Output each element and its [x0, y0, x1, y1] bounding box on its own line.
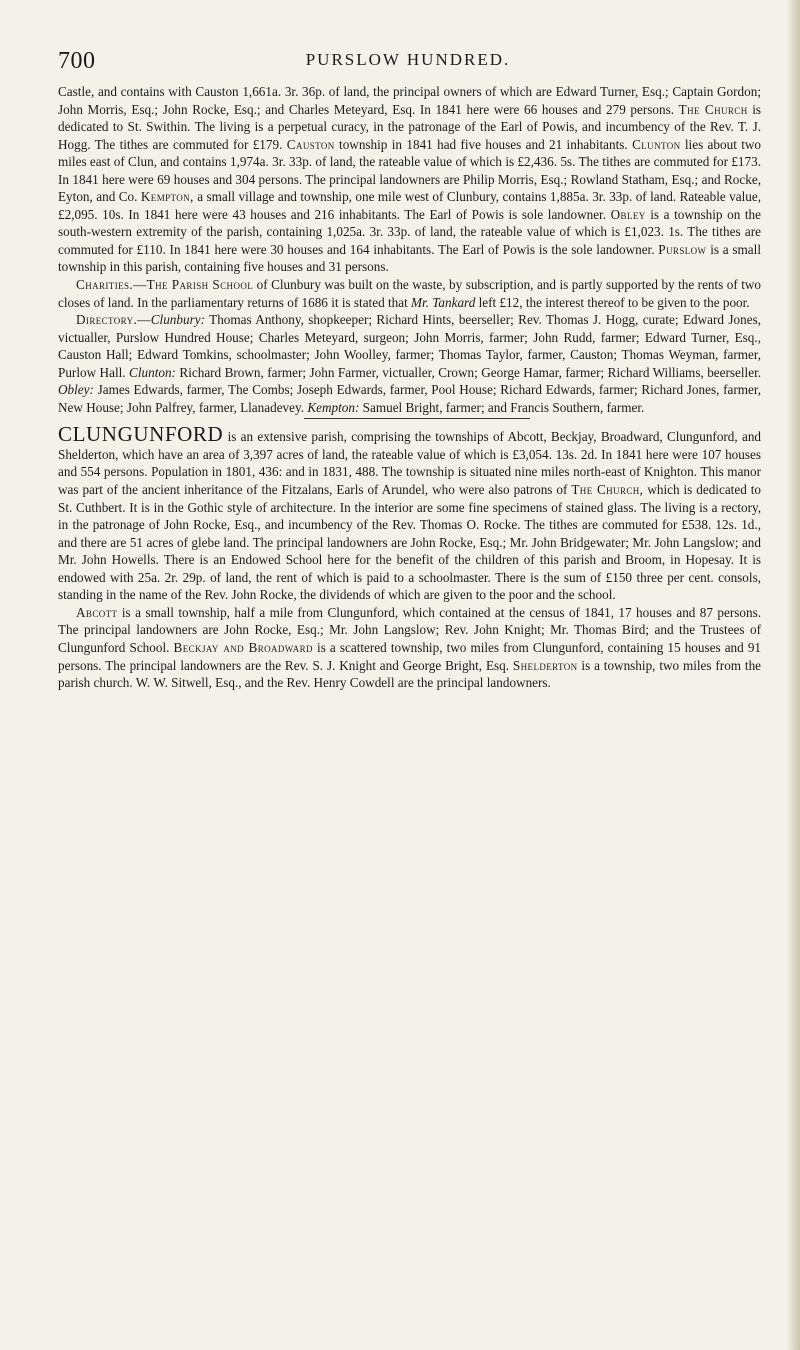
paragraph-clunbury-townships: Castle, and contains with Causton 1,661a. 3r. 36p. of land, the principal owners of which are Edward Turner, Esq.; Captain Gordon; John Morris, Esq.; John Rocke, Esq.; and Charles Meteyard, Esq. In 1841 here were 66 houses and 279 persons. The Church is dedicated to St. Swithin. The living is a perpetual curacy, in the patronage of the Earl of Powis, and incumbency of the Rev. T. J. Hogg. The tithes are commuted for £179. Causton township in 1841 had five houses and 21 inhabitants. Clunton lies about two miles east of Clun, and contains 1,974a. 3r. 33p. of land, the rateable value of which is £2,436. 5s. The tithes are commuted for £173. In 1841 here were 69 houses and 304 persons. The principal landowners are Philip Morris, Esq.; Rowland Statham, Esq.; and Rocke, Eyton, and Co. Kempton, a small village and township, one mile west of Clunbury, contains 1,885a. 3r. 33p. of land. Rateable value, £2,095. 10s. In 1841 here were 43 houses and 216 inhabitants. The Earl of Powis is sole landowner. Obley is a township on the south-western extremity of the parish, containing 1,025a. 3r. 33p. of land, the rateable value of which is £1,023. 1s. The tithes are commuted for £110. In 1841 here were 30 houses and 164 inhabitants. The Earl of Powis is the sole landowner. Purslow is a small township in this parish, containing five houses and 31 persons. — [58, 84, 762, 275]
paragraph-directory: Directory.—Clunbury: Thomas Anthony, shopkeeper; Richard Hints, beerseller; Rev. Thomas J. Hogg, curate; Edward Jones, victualler, Purslow Hundred House; Charles Meteyard, surgeon; John Morris, farmer; John Rudd, farmer; Edward Turner, Esq., Causton Hall; Edward Tomkins, schoolmaster; John Woolley, farmer; Thomas Taylor, farmer, Causton; Thomas Weyman, farmer, Purlow Hall. Clunton: Richard Brown, farmer; John Farmer, victualler, Crown; George Hamar, farmer; Richard Williams, beerseller. Obley: James Edwards, farmer, The Combs; Joseph Edwards, farmer, Pool House; Richard Edwards, farmer; Richard Jones, farmer, New House; John Palfrey, farmer, Llanadevey. Kempton: Samuel Bright, farmer; and Francis Southern, farmer. — [58, 312, 762, 415]
running-head: PURSLOW HUNDRED. — [305, 50, 511, 69]
body-text — [58, 83, 761, 692]
paragraph-clungunford: CLUNGUNFORD is an extensive parish, comprising the townships of Abcott, Beckjay, Broadward, Clungunford, and Shelderton, which have an area of 3,397 acres of land, the rateable value of which is £3,054. 13s. 2d. In 1841 here were 107 houses and 554 persons. Population in 1801, 436: and in 1831, 488. The township is situated nine miles north-east of Knighton. This manor was part of the ancient inheritance of the Fitzalans, Earls of Arundel, who were also patrons of The Church, which is dedicated to St. Cuthbert. It is in the Gothic style of architecture. In the interior are some fine specimens of stained glass. The living is a rectory, in the patronage of John Rocke, Esq., and incumbency of the Rev. Thomas O. Rocke. The tithes are commuted for £538. 12s. 1d., and there are 51 acres of glebe land. The principal landowners are John Rocke, Esq.; Mr. John Bridgewater; Mr. John Langslow; and Mr. John Howells. There is an Endowed School here for the benefit of the children of this parish and Broom, in Hopesay. It is endowed with 25a. 2r. 29p. of land, the rent of which is paid to a schoolmaster. There is the sum of £150 three per cent. consols, standing in the name of the Rev. John Rocke, the dividends of which are given to the poor and the school. — [58, 422, 762, 603]
entry-heading-clungunford: CLUNGUNFORD — [58, 422, 224, 447]
page-header — [58, 48, 758, 78]
page-edge-shadow — [786, 0, 800, 1350]
section-divider — [304, 418, 530, 419]
paragraph-charities: Charities.—The Parish School of Clunbury was built on the waste, by subscription, and is partly supported by the rents of two closes of land. In the parliamentary returns of 1686 it is stated that Mr. Tankard left £12, the interest thereof to be given to the poor. — [58, 277, 762, 310]
paragraph-clungunford-townships: Abcott is a small township, half a mile from Clungunford, which contained at the census of 1841, 17 houses and 87 persons. The principal landowners are John Rocke, Esq.; Mr. John Langslow; Rev. John Knight; Mr. Thomas Bird; and the Trustees of Clungunford School. Beckjay and Broadward is a scattered township, two miles from Clungunford, containing 15 houses and 91 persons. The principal landowners are the Rev. S. J. Knight and George Bright, Esq. Shelderton is a township, two miles from the parish church. W. W. Sitwell, Esq., and the Rev. Henry Cowdell are the principal landowners. — [58, 604, 762, 691]
page-number: 700 — [58, 48, 96, 74]
